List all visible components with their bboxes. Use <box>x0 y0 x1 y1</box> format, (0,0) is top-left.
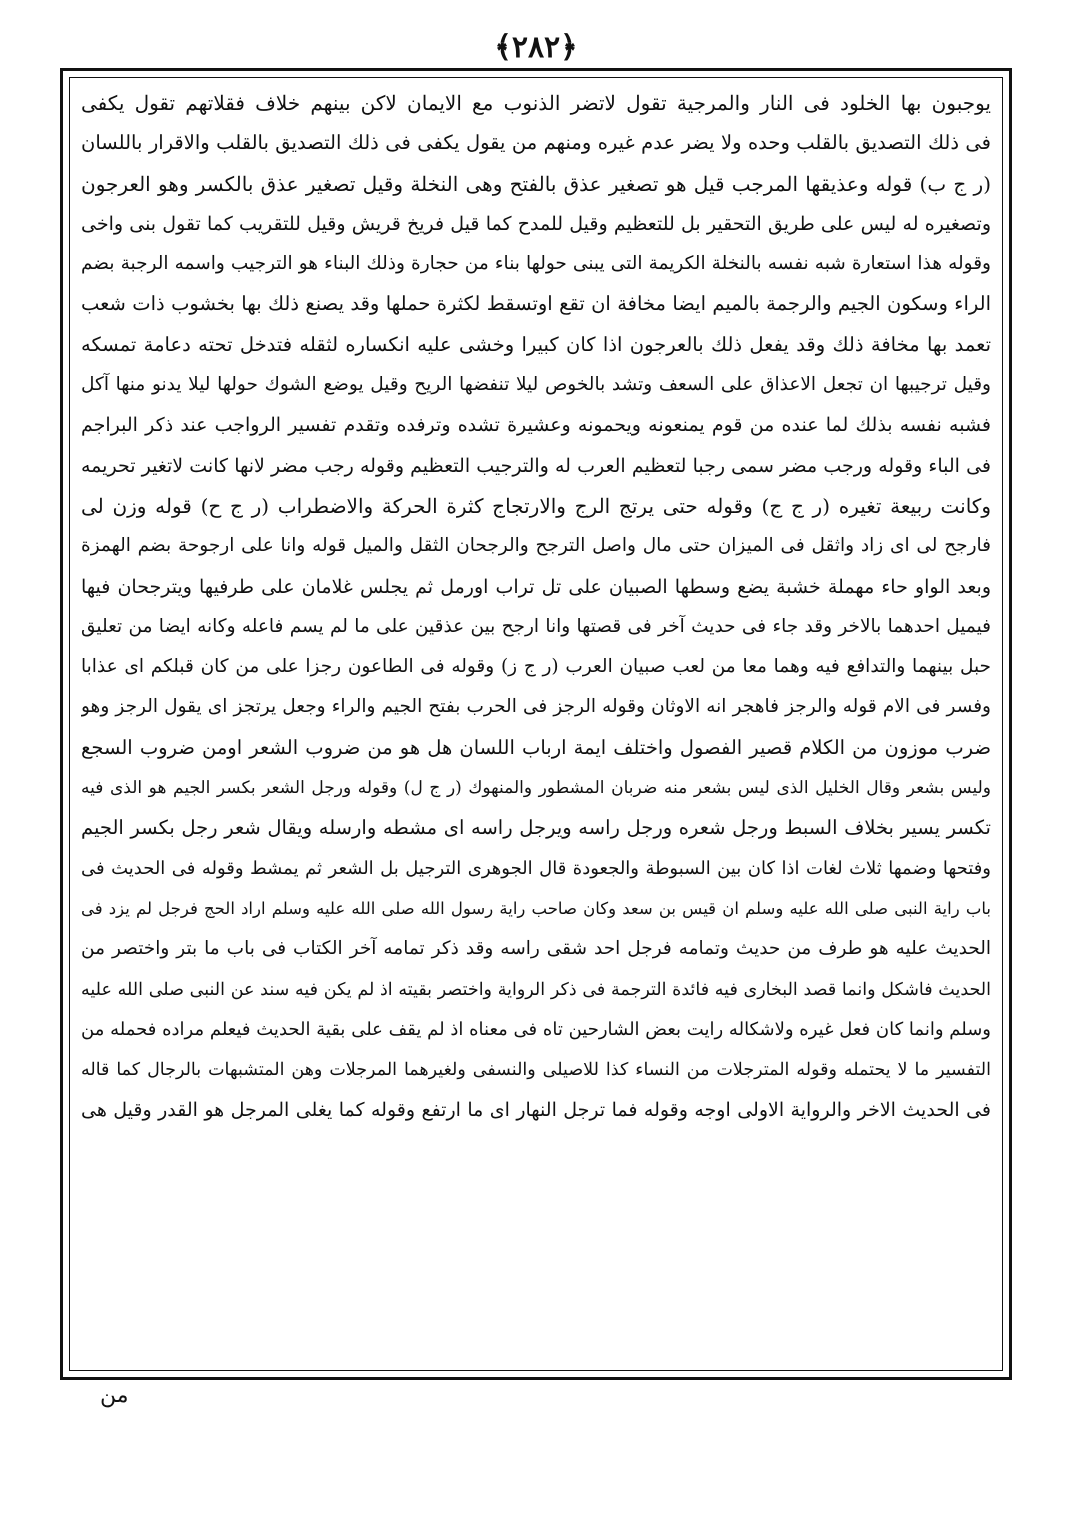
text-line: حبل بينهما والتدافع فيه وهما معا من لعب صبيان العرب (ر ج ز) وقوله فى الطاعون رجزا على من كان قبلكم اى عذابا <box>81 656 991 678</box>
text-line: فيميل احدهما بالاخر وقد جاء فى حديث آخر فى قصتها وانا ارجح بين عذقين على ما لم يسم فاعله وكانه ايضا من تعليق <box>81 615 991 637</box>
text-line: ضرب موزون من الكلام قصير الفصول واختلف ايمة ارباب اللسان هل هو من ضروب الشعر اومن ضروب السجع <box>81 735 991 759</box>
text-line: وبعد الواو حاء مهملة خشبة يضع وسطها الصبيان على تل تراب اورمل ثم يجلس غلامان على طرفيها ويترجحان فيها <box>81 575 991 598</box>
text-line: وقوله هذا استعارة شبه نفسه بالنخلة الكريمة التى يبنى حولها بناء من حجارة وذلك البناء هو الترجيب واسمه الرجبة بضم <box>81 253 991 275</box>
text-line: وكانت ربيعة تغيره (ر ج ج) وقوله حتى يرتج الرج والارتجاج كثرة الحركة والاضطراب (ر ج ح) قوله وزن لى <box>81 493 991 518</box>
text-line: وليس بشعر وقال الخليل الذى ليس بشعر منه ضربان المشطور والمنهوك (ر ج ل) وقوله ورجل الشعر بكسر الجيم هو الذى فيه <box>81 778 991 799</box>
text-line: وفسر فى الام قوله والرجز فاهجر انه الاوثان وقوله الرجز فى الحرب بفتح الجيم والراء وجعل يرتجز اى يقول الرجز وهو <box>81 696 991 718</box>
text-line: وقيل ترجيبها ان تجعل الاعذاق على السعف وتشد بالخوص ليلا تنفضها الريح وقيل يوضع الشوك حولها ليلا يدنو منها آكل <box>81 374 991 396</box>
page-number: ﴿٢٨٢﴾ <box>494 30 578 65</box>
text-line: التفسير ما لا يحتمله وقوله المترجلات من النساء كذا للاصيلى والنسفى ولغيرهما المرجلات وهن المتشبهات بالرجال كما قاله <box>81 1060 991 1081</box>
catchword: من <box>100 1383 129 1408</box>
text-line: الحديث عليه هو طرف من حديث وتمامه فرجل احد شقى راسه وقد ذكر تمامه آخر الكتاب فى باب ما بتر واختصر من <box>81 938 991 960</box>
text-body <box>81 83 991 1131</box>
text-line: فى ذلك التصديق بالقلب وحده ولا يضر عدم غيره ومنهم من يقول يكفى فى ذلك التصديق بالقلب والاقرار باللسان <box>81 131 991 155</box>
text-line: يوجبون بها الخلود فى النار والمرجية تقول لاتضر الذنوب مع الايمان لاكن بينهم خلاف فقلاتهم تقول يكفى <box>81 91 991 115</box>
page-frame <box>60 68 1012 1380</box>
text-line: باب راية النبى صلى الله عليه وسلم ان قيس بن سعد وكان صاحب راية رسول الله صلى الله عليه وسلم اراد الحج فرجل لم يزد فى <box>81 898 991 918</box>
text-line: الراء وسكون الجيم والرجمة بالميم ايضا مخافة ان تقع اوتسقط لكثرة حملها وقد يصنع ذلك بها بخشوب ذات شعب <box>81 292 991 316</box>
text-line: الحديث فاشكل وانما قصد البخارى فيه فائدة الترجمة فى ذكر الرواية واختصر بقيته اذ لم يكن فيه سند عن النبى صلى الله عليه <box>81 979 991 1000</box>
text-line: فى الحديث الاخر والرواية الاولى اوجه وقوله فما ترجل النهار اى ما ارتفع وقوله كما يغلى المرجل هو القدر وقيل هى <box>81 1099 991 1122</box>
text-line: وفتحها وضمها ثلاث لغات اذا كان بين السبوطة والجعودة قال الجوهرى الترجيل بل الشعر ثم يمشط وقوله فى الحديث فى <box>81 857 991 879</box>
text-line: (ر ج ب) قوله وعذيقها المرجب قيل هو تصغير عذق بالفتح وهى النخلة وقيل تصغير عذق بالكسر وهو العرجون <box>81 171 991 196</box>
text-line: فارجح لى اى زاد واثقل فى الميزان حتى مال واصل الترجح والرجحان الثقل والميل قوله وانا على ارجوحة بضم الهمزة <box>81 535 991 557</box>
text-line: فشبه نفسه بذلك لما عنده من قوم يمنعونه ويحمونه وعشيرة تشده وترفده وتقدم تفسير الرواجب عند ذكر البراجم <box>81 414 991 437</box>
text-line: فى الباء وقوله ورجب مضر سمى رجبا لتعظيم العرب له والترجيب التعظيم وقوله رجب مضر لانها كانت لاتغير تحريمه <box>81 454 991 477</box>
text-line: تكسر يسير بخلاف السبط ورجل شعره ورجل راسه ويرجل راسه اى مشطه وارسله ويقال شعر رجل بكسر الجيم <box>81 816 991 840</box>
text-line: وسلم وانما كان فعل غيره ولاشكاله رايت بعض الشارحين تاه فى معناه اذ لم يقف على بقية الحديث فيعلم مراده فحمله من <box>81 1018 991 1040</box>
text-line: تعمد بها مخافة ذلك وقد يفعل ذلك بالعرجون اذا كان كبيرا وخشى عليه انكساره لثقله فتدخل تحته دعامة تمسكه <box>81 332 991 356</box>
text-line: وتصغيره له ليس على طريق التحقير بل للتعظيم وقيل للمدح كما قيل فريخ قريش وقيل للتقريب كما تقول بنى واخى <box>81 212 991 235</box>
